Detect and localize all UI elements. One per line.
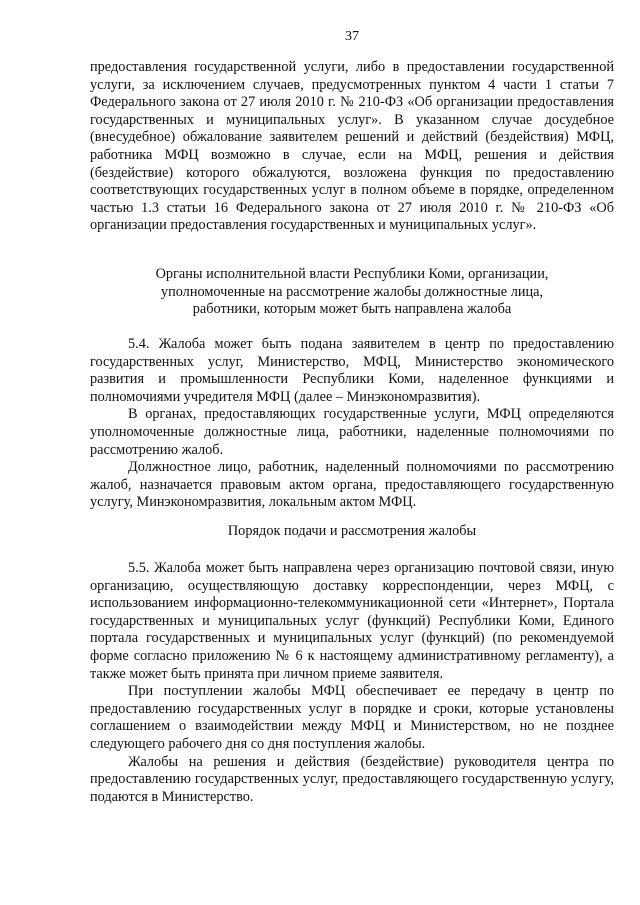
heading-organs-line-3: работники, которым может быть направлена жалоба [192,301,512,318]
heading-organs [90,266,614,319]
heading-organs-line-1: Органы исполнительной власти Республики Коми, организации, [155,266,549,282]
intro-paragraph: предоставления государственной услуги, либо в предоставлении государственной услуги, за исключением случаев, предусмотренных пунктом 4 части 1 статьи 7 Федерального закона от 27 июля 2010 г. № 210-ФЗ «Об организации предоставления государственных и муниципальных услуг». В указанном случае досудебное (внесудебное) обжалование заявителем решений и действий (бездействия) МФЦ, работника МФЦ возможно в случае, если на МФЦ, решения и действия (бездействие) которого обжалуются, возложена функция по предоставлению соответствующих государственных услуг в полном объеме в порядке, определенном частью 1.3 статьи 16 Федерального закона от 27 июля 2010 г. № 210-ФЗ «Об организации предоставления государственных и муниципальных услуг». [90,59,614,234]
section-5-5-paragraph-2: При поступлении жалобы МФЦ обеспечивает ее передачу в центр по предоставлению государственных услуг в порядке и сроки, которые установлены соглашением о взаимодействии между МФЦ и Министерством, но не позднее следующего рабочего дня со дня поступления жалобы. [90,683,614,752]
section-5-4-paragraph-3: Должностное лицо, работник, наделенный полномочиями по рассмотрению жалоб, назначается правовым актом органа, предоставляющего государственную услугу, Минэкономразвития, локальным актом МФЦ. [90,459,614,511]
section-5-5 [90,560,614,806]
heading-organs-line-2: уполномоченные на рассмотрение жалобы должностные лица, [160,283,544,300]
section-5-4-paragraph-1: 5.4. Жалоба может быть подана заявителем в центр по предоставлению государственных услуг, Министерство, МФЦ, Министерство экономического развития и промышленности Республики Коми, наделенное функциями и полномочиями учредителя МФЦ (далее – Минэкономразвития). [90,336,614,405]
section-5-4 [90,336,614,512]
heading-order: Порядок подачи и рассмотрения жалобы [227,523,477,539]
section-5-4-paragraph-2: В органах, предоставляющих государственные услуги, МФЦ определяются уполномоченные должностные лица, работники, наделенные полномочиями по рассмотрению жалоб. [90,406,614,458]
section-5-5-paragraph-1: 5.5. Жалоба может быть направлена через организацию почтовой связи, иную организацию, осуществляющую доставку корреспонденции, через МФЦ, с использованием информационно-телекоммуникационной сети «Интернет», Портала государственных и муниципальных услуг (функций) Республики Коми, Единого портала государственных и муниципальных услуг (функций) (по рекомендуемой форме согласно приложению № 6 к настоящему административному регламенту), а также может быть принята при личном приеме заявителя. [90,560,614,682]
page-number: 37 [345,29,359,44]
section-5-5-paragraph-3: Жалобы на решения и действия (бездействие) руководителя центра по предоставлению государственных услуг, предоставляющего государственную услугу, подаются в Министерство. [90,753,614,805]
